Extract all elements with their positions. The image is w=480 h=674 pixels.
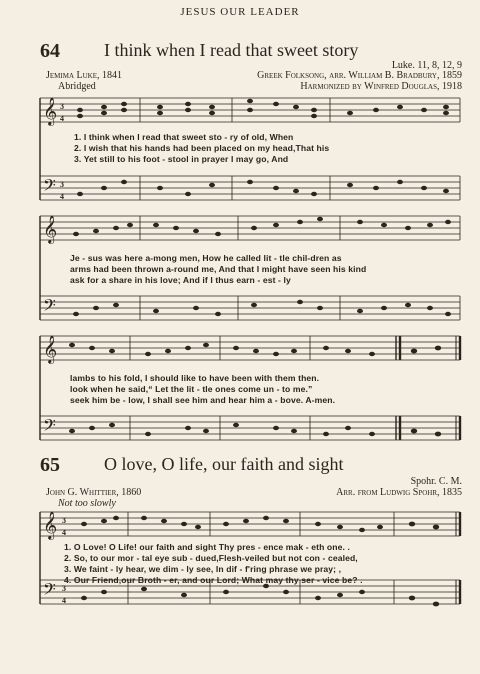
hymn-tune-source-64: Greek Folksong, arr. William B. Bradbury, 1859 [257,70,462,81]
svg-text:𝄢: 𝄢 [43,297,56,319]
svg-text:3: 3 [62,516,66,525]
svg-text:𝄢: 𝄢 [43,581,56,603]
hymn-author-note-64: Abridged [58,81,96,92]
lyric-s2-v2: arms had been thrown a-round me, And that I might have seen his kind [70,264,367,274]
hymn-harmonized-64: Harmonized by Winfred Douglas, 1918 [300,81,462,92]
treble-clef-icon: 𝄞 [43,99,58,125]
hymn-meter-65: Spohr. C. M. [410,476,462,487]
lyric-65-v2: 2. So, to our mor - tal eye sub - dued,Flesh-veiled but not con - cealed, [64,553,358,563]
hymn-number-64: 64 [40,40,60,62]
svg-text:4: 4 [60,114,64,123]
lyric-65-v3: 3. We faint - ly hear, we dim - ly see, In dif - f'ring phrase we pray; , [64,564,342,574]
svg-text:𝄢: 𝄢 [43,417,56,439]
hymn-author-65: John G. Whittier, 1860 [46,487,142,498]
svg-text:𝄞: 𝄞 [43,217,58,243]
lyric-65-v4: 4. Our Friend,our Broth - er, and our Lord; What may thy ser - vice be? . [64,575,363,585]
hymn-title-64: I think when I read that sweet story [104,40,359,60]
hymn-author-64: Jemima Luke, 1841 [46,70,122,81]
lyric-s1-v3: 3. Yet still to his foot - stool in prayer I may go, And [74,154,289,164]
bass-clef-icon: 𝄢 [43,177,56,199]
svg-text:4: 4 [62,528,66,537]
lyric-s1-v2: 2. I wish that his hands had been placed on my head,That his [74,143,330,153]
svg-text:3: 3 [60,102,64,111]
svg-text:3: 3 [60,180,64,189]
lyric-s3-v2: look when he said,“ Let the lit - tle ones come un - to me.” [70,384,313,394]
lyric-s3-v1: lambs to his fold, I should like to have been with them then. [70,373,320,383]
lyric-s1-v1: 1. I think when I read that sweet sto - ry of old, When [74,132,294,142]
lyric-s3-v3: seek him be - low, I shall see him and hear him a - bove. A-men. [70,395,336,405]
lyric-65-v1: 1. O Love! O Life! our faith and sight Thy pres - ence mak - eth one. . [64,542,350,552]
hymn-number-65: 65 [40,454,60,476]
running-head: JESUS OUR LEADER [180,6,300,18]
hymn-meter-64: Luke. 11, 8, 12, 9 [391,60,462,71]
svg-text:𝄞: 𝄞 [43,337,58,363]
lyric-s2-v1: Je - sus was here a-mong men, How he called lit - tle chil-dren as [70,253,342,263]
svg-text:4: 4 [60,192,64,201]
lyric-s2-v3: ask for a share in his love; And if I thus earn - est - ly [70,275,291,285]
svg-text:4: 4 [62,596,66,605]
svg-text:𝄞: 𝄞 [43,513,58,539]
tempo-marking: Not too slowly [58,498,116,509]
hymn-title-65: O love, O life, our faith and sight [104,454,344,474]
svg-text:3: 3 [62,584,66,593]
hymn-tune-source-65: Arr. from Ludwig Spohr, 1835 [336,487,462,498]
